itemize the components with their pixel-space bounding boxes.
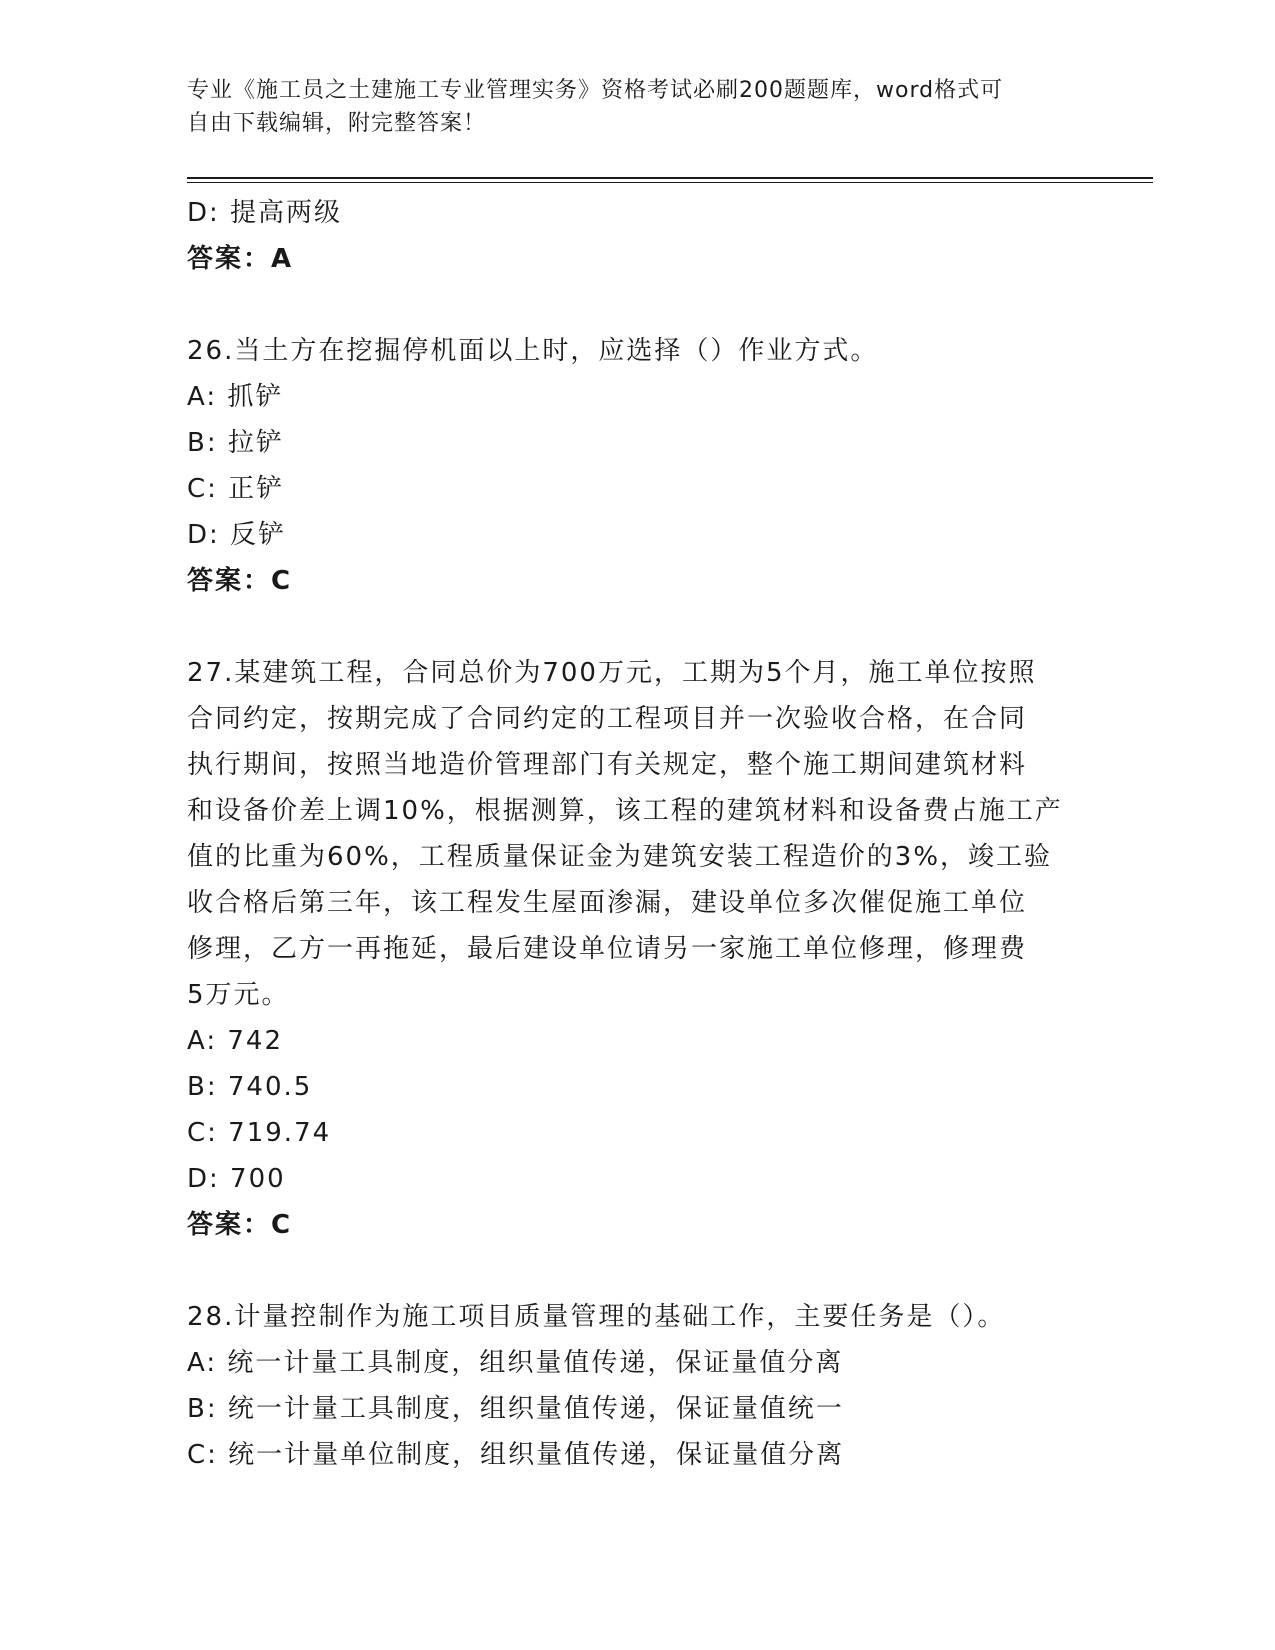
question-stem-line: 值的比重为60%，工程质量保证金为建筑安装工程造价的3%，竣工验 (187, 842, 1053, 872)
question-28 (187, 1294, 1087, 1478)
option-c: C: 719.74 (187, 1118, 332, 1148)
spacer (187, 1248, 1087, 1294)
question-26 (187, 328, 1087, 604)
option-c: C: 正铲 (187, 474, 285, 504)
spacer (187, 604, 1087, 650)
option-d: D: 提高两级 (187, 198, 343, 228)
option-b: B: 拉铲 (187, 428, 284, 458)
question-27 (187, 650, 1087, 1248)
document-header: 专业《施工员之土建施工专业管理实务》资格考试必刷200题题库，word格式可 自由下载编辑，附完整答案！ (187, 78, 1004, 136)
answer: 答案：A (187, 244, 294, 274)
answer: 答案：C (187, 1210, 293, 1240)
question-stem-line: 合同约定，按期完成了合同约定的工程项目并一次验收合格，在合同 (187, 704, 1028, 734)
option-a: A: 抓铲 (187, 382, 284, 412)
answer: 答案：C (187, 566, 293, 596)
question-stem: 26.当土方在挖掘停机面以上时，应选择（）作业方式。 (187, 336, 879, 366)
question-stem-line: 收合格后第三年，该工程发生屋面渗漏，建设单位多次催促施工单位 (187, 888, 1028, 918)
option-a: A: 统一计量工具制度，组织量值传递，保证量值分离 (187, 1348, 844, 1378)
option-d: D: 反铲 (187, 520, 287, 550)
question-stem: 28.计量控制作为施工项目质量管理的基础工作，主要任务是（）。 (187, 1302, 1006, 1332)
question-stem-line: 和设备价差上调10%，根据测算，该工程的建筑材料和设备费占施工产 (187, 796, 1063, 826)
question-stem-line: 27.某建筑工程，合同总价为700万元，工期为5个月，施工单位按照 (187, 658, 1037, 688)
question-stem-line: 修理，乙方一再拖延，最后建设单位请另一家施工单位修理，修理费 (187, 934, 1028, 964)
question-content (187, 190, 1087, 1478)
question-25-tail (187, 190, 1087, 282)
question-stem-line: 执行期间，按照当地造价管理部门有关规定，整个施工期间建筑材料 (187, 750, 1028, 780)
question-stem-line: 5万元。 (187, 980, 290, 1010)
header-divider-thick (187, 177, 1153, 179)
spacer (187, 282, 1087, 328)
option-c: C: 统一计量单位制度，组织量值传递，保证量值分离 (187, 1440, 845, 1470)
option-d: D: 700 (187, 1164, 286, 1194)
header-divider-thin (187, 182, 1153, 183)
option-b: B: 740.5 (187, 1072, 313, 1102)
option-b: B: 统一计量工具制度，组织量值传递，保证量值统一 (187, 1394, 844, 1424)
option-a: A: 742 (187, 1026, 283, 1056)
